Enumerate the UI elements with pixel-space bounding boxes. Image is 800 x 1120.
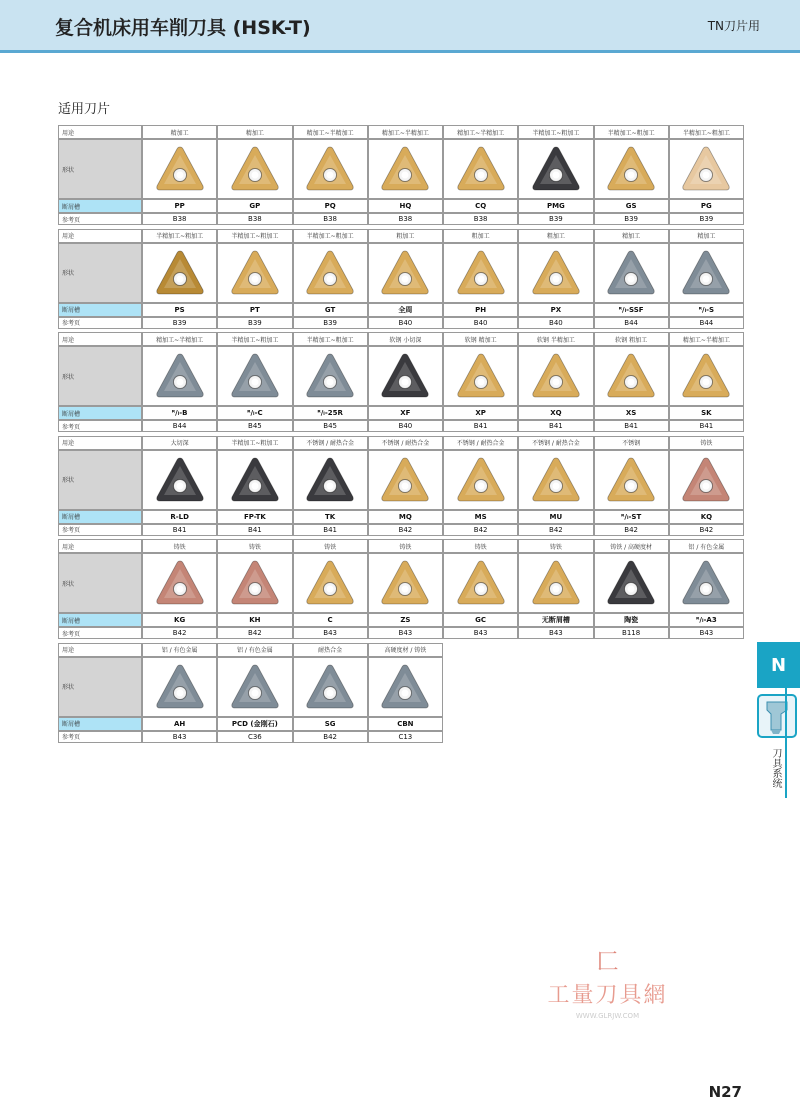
row-label-use: 用途 <box>58 332 142 346</box>
insert-ref-page: B118 <box>594 627 669 639</box>
insert-ref-page: B42 <box>443 524 518 536</box>
insert-ref-page: B42 <box>669 524 744 536</box>
insert-use: 软钢 粗加工 <box>594 332 669 346</box>
insert-use: 精加工 <box>669 229 744 243</box>
insert-image-cell <box>368 139 443 199</box>
insert-triangle-icon <box>605 455 657 505</box>
row-label-ref: 参考页 <box>58 627 142 639</box>
insert-chipbreaker-name: HQ <box>368 199 443 213</box>
insert-image-cell <box>368 450 443 510</box>
insert-triangle-icon <box>304 558 356 608</box>
insert-image-cell <box>669 243 744 303</box>
insert-chipbreaker-name: CBN <box>368 717 443 731</box>
insert-ref-page: B39 <box>217 317 292 329</box>
insert-triangle-icon <box>455 351 507 401</box>
row-label-chipbreaker: 断屑槽 <box>58 613 142 627</box>
insert-use: 半精加工~粗加工 <box>518 125 593 139</box>
insert-image-cell <box>518 553 593 613</box>
insert-triangle-icon <box>379 248 431 298</box>
row-label-shape: 形状 <box>58 139 142 199</box>
insert-use: 半精加工~粗加工 <box>142 229 217 243</box>
insert-triangle-icon <box>304 662 356 712</box>
insert-use: 粗加工 <box>368 229 443 243</box>
section-tab-n[interactable]: N <box>757 642 800 688</box>
insert-triangle-icon <box>379 144 431 194</box>
insert-ref-page: B44 <box>669 317 744 329</box>
insert-image-cell <box>142 243 217 303</box>
insert-block <box>58 436 744 536</box>
insert-ref-page: B43 <box>518 627 593 639</box>
insert-ref-page: B45 <box>293 420 368 432</box>
watermark-url: WWW.GLRJW.COM <box>575 1012 640 1020</box>
insert-chipbreaker-name: 陶瓷 <box>594 613 669 627</box>
insert-image-cell <box>217 346 292 406</box>
insert-use: 铝 / 有色金属 <box>217 643 292 657</box>
insert-ref-page: B38 <box>142 213 217 225</box>
insert-image-cell <box>669 553 744 613</box>
insert-block <box>58 332 744 432</box>
insert-block <box>58 643 744 743</box>
insert-chipbreaker-name: KG <box>142 613 217 627</box>
insert-ref-page: B39 <box>669 213 744 225</box>
insert-ref-page: B43 <box>669 627 744 639</box>
insert-triangle-icon <box>455 248 507 298</box>
insert-ref-page: B41 <box>293 524 368 536</box>
row-label-use: 用途 <box>58 436 142 450</box>
insert-use: 铸铁 <box>293 539 368 553</box>
insert-image-cell <box>443 346 518 406</box>
insert-use: 铸铁 <box>669 436 744 450</box>
insert-ref-page: B39 <box>594 213 669 225</box>
row-label-shape: 形状 <box>58 450 142 510</box>
insert-ref-page: B41 <box>518 420 593 432</box>
insert-triangle-icon <box>154 144 206 194</box>
insert-triangle-icon <box>154 662 206 712</box>
insert-triangle-icon <box>154 558 206 608</box>
insert-use: 软钢 小切深 <box>368 332 443 346</box>
page-title: 复合机床用车削刀具 (HSK-T) <box>55 17 311 39</box>
row-label-chipbreaker: 断屑槽 <box>58 717 142 731</box>
insert-image-cell <box>142 450 217 510</box>
insert-ref-page: B43 <box>368 627 443 639</box>
insert-chipbreaker-name: C <box>293 613 368 627</box>
insert-chipbreaker-name: PP <box>142 199 217 213</box>
insert-ref-page: B42 <box>368 524 443 536</box>
row-label-chipbreaker: 断屑槽 <box>58 406 142 420</box>
insert-chipbreaker-name: ᴿ/ₗ-ST <box>594 510 669 524</box>
insert-use: 铝 / 有色金属 <box>142 643 217 657</box>
insert-ref-page: B45 <box>217 420 292 432</box>
insert-image-cell <box>293 139 368 199</box>
insert-image-cell <box>518 450 593 510</box>
insert-ref-page: B39 <box>293 317 368 329</box>
insert-ref-page: B43 <box>142 731 217 743</box>
insert-ref-page: B42 <box>518 524 593 536</box>
insert-triangle-icon <box>605 248 657 298</box>
insert-use: 大切深 <box>142 436 217 450</box>
insert-triangle-icon <box>229 662 281 712</box>
insert-chipbreaker-name: ZS <box>368 613 443 627</box>
insert-chipbreaker-name: GT <box>293 303 368 317</box>
insert-ref-page: B42 <box>293 731 368 743</box>
insert-use: 粗加工 <box>518 229 593 243</box>
insert-chipbreaker-name: GC <box>443 613 518 627</box>
row-label-chipbreaker: 断屑槽 <box>58 510 142 524</box>
insert-image-cell <box>217 243 292 303</box>
insert-chipbreaker-name: FP-TK <box>217 510 292 524</box>
insert-triangle-icon <box>304 351 356 401</box>
insert-triangle-icon <box>304 248 356 298</box>
insert-image-cell <box>518 346 593 406</box>
insert-ref-page: B43 <box>443 627 518 639</box>
insert-ref-page: B39 <box>142 317 217 329</box>
insert-chipbreaker-name: ᴿ/ₗ-C <box>217 406 292 420</box>
insert-triangle-icon <box>530 248 582 298</box>
insert-image-cell <box>594 346 669 406</box>
insert-triangle-icon <box>680 248 732 298</box>
insert-ref-page: C13 <box>368 731 443 743</box>
insert-use: 不锈钢 / 耐热合金 <box>293 436 368 450</box>
insert-image-cell <box>594 450 669 510</box>
insert-ref-page: B40 <box>368 420 443 432</box>
insert-use: 铸铁 <box>368 539 443 553</box>
row-label-chipbreaker: 断屑槽 <box>58 199 142 213</box>
insert-chipbreaker-name: XS <box>594 406 669 420</box>
row-label-chipbreaker: 断屑槽 <box>58 303 142 317</box>
insert-ref-page: B42 <box>217 627 292 639</box>
insert-triangle-icon <box>680 351 732 401</box>
insert-ref-page: B40 <box>518 317 593 329</box>
insert-use: 软钢 精加工 <box>443 332 518 346</box>
insert-chipbreaker-name: MQ <box>368 510 443 524</box>
insert-use: 半精加工~粗加工 <box>594 125 669 139</box>
insert-chipbreaker-name: TK <box>293 510 368 524</box>
insert-use: 粗加工 <box>443 229 518 243</box>
insert-image-cell <box>443 553 518 613</box>
insert-chipbreaker-name: PQ <box>293 199 368 213</box>
insert-triangle-icon <box>530 455 582 505</box>
insert-ref-page: B38 <box>293 213 368 225</box>
insert-triangle-icon <box>455 144 507 194</box>
page-number: N27 <box>708 1083 742 1101</box>
insert-ref-page: B38 <box>443 213 518 225</box>
insert-triangle-icon <box>455 558 507 608</box>
insert-use: 不锈钢 / 耐热合金 <box>443 436 518 450</box>
insert-chipbreaker-name: ᴿ/ₗ-A3 <box>669 613 744 627</box>
insert-triangle-icon <box>229 144 281 194</box>
insert-image-cell <box>368 346 443 406</box>
insert-use: 铸铁 <box>443 539 518 553</box>
insert-image-cell <box>142 139 217 199</box>
insert-image-cell <box>518 243 593 303</box>
insert-image-cell <box>293 657 368 717</box>
row-label-use: 用途 <box>58 643 142 657</box>
insert-image-cell <box>217 139 292 199</box>
insert-chipbreaker-name: PG <box>669 199 744 213</box>
insert-use: 精加工~半精加工 <box>293 125 368 139</box>
insert-use: 不锈钢 / 耐热合金 <box>518 436 593 450</box>
insert-ref-page: B41 <box>443 420 518 432</box>
insert-chipbreaker-name: ᴿ/ₗ-B <box>142 406 217 420</box>
insert-use: 耐热合金 <box>293 643 368 657</box>
row-label-shape: 形状 <box>58 553 142 613</box>
insert-ref-page: B43 <box>293 627 368 639</box>
insert-use: 半精加工~粗加工 <box>217 229 292 243</box>
insert-chipbreaker-name: GS <box>594 199 669 213</box>
insert-use: 精加工 <box>594 229 669 243</box>
insert-image-cell <box>293 346 368 406</box>
insert-image-cell <box>142 657 217 717</box>
insert-triangle-icon <box>229 455 281 505</box>
insert-use: 铸铁 <box>518 539 593 553</box>
insert-use: 铝 / 有色金属 <box>669 539 744 553</box>
insert-triangle-icon <box>530 351 582 401</box>
insert-triangle-icon <box>530 558 582 608</box>
insert-chipbreaker-name: SK <box>669 406 744 420</box>
insert-use: 精加工 <box>142 125 217 139</box>
insert-use: 铸铁 / 高硬度材 <box>594 539 669 553</box>
insert-chipbreaker-name: PX <box>518 303 593 317</box>
insert-image-cell <box>293 553 368 613</box>
insert-triangle-icon <box>605 351 657 401</box>
insert-triangle-icon <box>379 351 431 401</box>
insert-chipbreaker-name: ᴿ/ₗ-25R <box>293 406 368 420</box>
insert-chipbreaker-name: PMG <box>518 199 593 213</box>
tool-holder-icon <box>757 694 797 738</box>
insert-triangle-icon <box>379 455 431 505</box>
insert-image-cell <box>142 346 217 406</box>
insert-ref-page: B41 <box>669 420 744 432</box>
insert-ref-page: B41 <box>142 524 217 536</box>
row-label-use: 用途 <box>58 125 142 139</box>
insert-chipbreaker-name: SG <box>293 717 368 731</box>
insert-image-cell <box>443 139 518 199</box>
insert-image-cell <box>594 139 669 199</box>
insert-triangle-icon <box>229 558 281 608</box>
insert-image-cell <box>368 243 443 303</box>
row-label-ref: 参考页 <box>58 317 142 329</box>
insert-triangle-icon <box>229 248 281 298</box>
insert-chipbreaker-name: KQ <box>669 510 744 524</box>
insert-ref-page: B44 <box>142 420 217 432</box>
insert-use: 软钢 半精加工 <box>518 332 593 346</box>
insert-ref-page: B40 <box>368 317 443 329</box>
insert-image-cell <box>518 139 593 199</box>
insert-image-cell <box>669 139 744 199</box>
row-label-ref: 参考页 <box>58 420 142 432</box>
insert-image-cell <box>217 450 292 510</box>
insert-use: 精加工~半精加工 <box>368 125 443 139</box>
insert-use: 半精加工~粗加工 <box>217 436 292 450</box>
insert-ref-page: B41 <box>594 420 669 432</box>
insert-chipbreaker-name: KH <box>217 613 292 627</box>
insert-use: 精加工 <box>217 125 292 139</box>
insert-chipbreaker-name: PCD (金刚石) <box>217 717 292 731</box>
insert-chipbreaker-name: GP <box>217 199 292 213</box>
insert-chipbreaker-name: XQ <box>518 406 593 420</box>
page-header <box>0 0 800 53</box>
insert-image-cell <box>217 553 292 613</box>
section-title: 适用刀片 <box>58 102 111 117</box>
insert-triangle-icon <box>154 455 206 505</box>
insert-use: 半精加工~粗加工 <box>293 229 368 243</box>
insert-image-cell <box>669 450 744 510</box>
insert-triangle-icon <box>680 144 732 194</box>
row-label-shape: 形状 <box>58 657 142 717</box>
insert-triangle-icon <box>605 558 657 608</box>
insert-use: 高硬度材 / 铸铁 <box>368 643 443 657</box>
insert-ref-page: C36 <box>217 731 292 743</box>
insert-triangle-icon <box>530 144 582 194</box>
insert-image-cell <box>217 657 292 717</box>
insert-triangle-icon <box>455 455 507 505</box>
watermark <box>540 945 675 1020</box>
insert-chipbreaker-name: PH <box>443 303 518 317</box>
insert-chipbreaker-name: AH <box>142 717 217 731</box>
side-section-label: 刀具系统 <box>770 748 781 788</box>
row-label-ref: 参考页 <box>58 213 142 225</box>
insert-use: 精加工~半精加工 <box>142 332 217 346</box>
insert-chipbreaker-name: ᴿ/ₗ-S <box>669 303 744 317</box>
insert-triangle-icon <box>154 351 206 401</box>
insert-chipbreaker-name: PT <box>217 303 292 317</box>
insert-triangle-icon <box>304 144 356 194</box>
watermark-brand: 工量刀具網 <box>547 983 668 1008</box>
page-subtitle: TN刀片用 <box>707 19 760 33</box>
insert-image-cell <box>368 657 443 717</box>
insert-use: 半精加工~粗加工 <box>669 125 744 139</box>
insert-image-cell <box>142 553 217 613</box>
insert-block <box>58 539 744 639</box>
row-label-ref: 参考页 <box>58 731 142 743</box>
insert-triangle-icon <box>379 558 431 608</box>
insert-ref-page: B38 <box>368 213 443 225</box>
insert-ref-page: B38 <box>217 213 292 225</box>
insert-use: 半精加工~粗加工 <box>293 332 368 346</box>
insert-chipbreaker-name: MU <box>518 510 593 524</box>
insert-ref-page: B39 <box>518 213 593 225</box>
insert-use: 半精加工~粗加工 <box>217 332 292 346</box>
insert-ref-page: B42 <box>142 627 217 639</box>
row-label-use: 用途 <box>58 229 142 243</box>
insert-triangle-icon <box>605 144 657 194</box>
insert-image-cell <box>293 450 368 510</box>
watermark-logo: 匚 <box>596 950 619 975</box>
insert-triangle-icon <box>680 455 732 505</box>
insert-image-cell <box>669 346 744 406</box>
insert-image-cell <box>443 243 518 303</box>
insert-triangle-icon <box>154 248 206 298</box>
insert-image-cell <box>443 450 518 510</box>
insert-triangle-icon <box>229 351 281 401</box>
insert-chipbreaker-name: XF <box>368 406 443 420</box>
insert-block <box>58 229 744 329</box>
row-label-use: 用途 <box>58 539 142 553</box>
insert-triangle-icon <box>379 662 431 712</box>
insert-block <box>58 125 744 225</box>
insert-chipbreaker-name: XP <box>443 406 518 420</box>
insert-use: 精加工~半精加工 <box>443 125 518 139</box>
side-divider <box>785 688 787 798</box>
insert-use: 精加工~半精加工 <box>669 332 744 346</box>
insert-image-cell <box>594 243 669 303</box>
insert-image-cell <box>368 553 443 613</box>
insert-image-cell <box>594 553 669 613</box>
insert-chipbreaker-name: R-LD <box>142 510 217 524</box>
insert-chipbreaker-name: CQ <box>443 199 518 213</box>
insert-ref-page: B41 <box>217 524 292 536</box>
row-label-shape: 形状 <box>58 243 142 303</box>
insert-use: 不锈钢 <box>594 436 669 450</box>
row-label-shape: 形状 <box>58 346 142 406</box>
insert-chipbreaker-name: 无断屑槽 <box>518 613 593 627</box>
insert-ref-page: B40 <box>443 317 518 329</box>
insert-chipbreaker-name: 全周 <box>368 303 443 317</box>
insert-triangle-icon <box>304 455 356 505</box>
insert-chipbreaker-name: MS <box>443 510 518 524</box>
insert-use: 铸铁 <box>217 539 292 553</box>
insert-ref-page: B42 <box>594 524 669 536</box>
insert-use: 铸铁 <box>142 539 217 553</box>
insert-triangle-icon <box>680 558 732 608</box>
insert-chipbreaker-name: ᴿ/ₗ-SSF <box>594 303 669 317</box>
insert-image-cell <box>293 243 368 303</box>
insert-ref-page: B44 <box>594 317 669 329</box>
insert-chipbreaker-name: PS <box>142 303 217 317</box>
insert-use: 不锈钢 / 耐热合金 <box>368 436 443 450</box>
row-label-ref: 参考页 <box>58 524 142 536</box>
